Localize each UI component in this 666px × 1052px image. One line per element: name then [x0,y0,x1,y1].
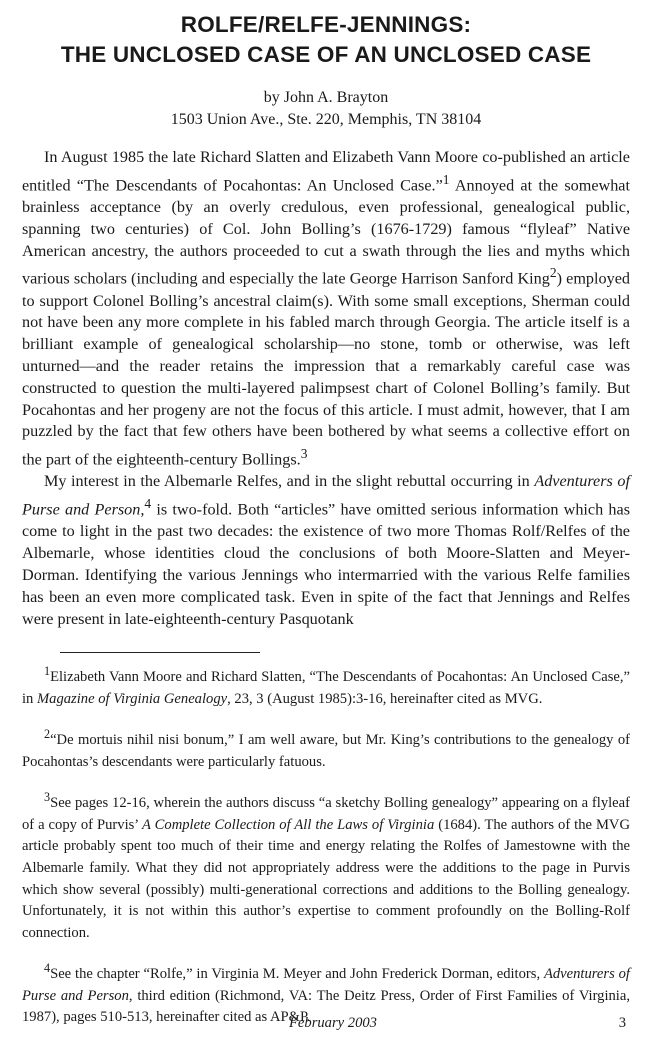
footnote-3 [22,787,630,944]
footnote-text: , 23, 3 (August 1985):3-16, hereinafter cited as MVG. [227,690,543,707]
footnote-ref: 3 [300,446,308,462]
italic-title: A Complete Collection of All the Laws of Virginia [142,816,435,833]
article-title [22,0,630,70]
paragraph-text: ) employed to support Colonel Bolling’s ancestral claim(s). With some small exceptions, Sherman could not have been any more complete in his fabled march through Georgia. The article itself is a brilliant example of genealogical scholarship—no stone, tomb or otherwise, was left unturned—and the reader retains the impression that a remarkably careful case was constructed to question the multi-layered palimpsest chart of Colonel Bolling’s family. But Pocahontas and her progeny are not the focus of this article. I must admit, however, that I am puzzled by the fact that few others have been bothered by what seems a collective effort on the part of the eighteenth-century Bollings. [22,269,630,469]
footnote-text: (1684). The authors of the MVG article probably spent too much of their time and energy relating the Rolfes of Jamestowne with the Albemarle family. What they did not appropriately address were the additions to the page in Purvis which show several (possibly) multi-generational corrections and additions to the Bolling genealogy. Unfortunately, it is not within this author’s expertise to comment profoundly on the Bolling-Rolf connection. [22,816,630,941]
footnote-divider [60,652,260,653]
footnote-ref: 2 [549,265,557,281]
page-number: 3 [618,1015,626,1031]
paragraph-text: is two-fold. Both “articles” have omitted serious information which has come to light in the past two decades: the existence of two more Thomas Rolf/Relfes of the Albemarle, whose identities cloud the conclusions of both Moore-Slatten and Meyer-Dorman. Identifying the various Jennings who intermarried with the various Relfe families has been an even more complicated task. Even in spite of the fact that Jennings and Relfes were present in late-eighteenth-century Pasquotank [22,500,630,628]
italic-title: Adventurers of Purse and Person [22,966,630,1004]
footnotes [22,661,630,1029]
paragraph-text: In August 1985 the late Richard Slatten and Elizabeth Vann Moore co-published an article entitled “The Descendants of Pocahontas: An Unclosed Case.” [22,148,630,195]
footnote-text: , third edition (Richmond, VA: The Deitz Press, Order of First Families of Virginia, 1987), pages 510-513, hereinafter cited as AP&P. [22,987,630,1026]
footnote-text: “De mortuis nihil nisi bonum,” I am well aware, but Mr. King’s contributions to the genealogy of Pocahontas’s descendants were particularly fatuous. [22,732,630,770]
title-line-1: ROLFE/RELFE-JENNINGS: [180,12,472,37]
footer-date: February 2003 [289,1015,377,1031]
footnote-number: 2 [44,727,51,742]
footnote-ref: 1 [442,171,450,187]
author: by John A. Brayton [263,89,389,106]
paragraph-text: Annoyed at the somewhat brainless acceptance (by an overly credulous, even professional, genealogical public, spanning two centuries) of Col. John Bolling’s (1676-1729) famous “flyleaf” Native American ancestry, the authors proceeded to cut a swath through the lies and myths which various scholars (including and especially the late George Harrison Sanford King [22,176,630,288]
italic-title: Adventurers of Purse and Person, [22,472,630,519]
footnote-text: See pages 12-16, wherein the authors discuss “a sketchy Bolling genealogy” appearing on a flyleaf of a copy of Purvis’ [22,795,630,833]
footnote-2 [22,724,630,773]
footnote-number: 3 [44,790,51,805]
italic-title: Magazine of Virginia Genealogy [37,690,228,707]
author-address: 1503 Union Ave., Ste. 220, Memphis, TN 38104 [170,111,482,128]
footnote-number: 1 [44,664,51,679]
footnote-text: Elizabeth Vann Moore and Richard Slatten, “The Descendants of Pocahontas: An Unclosed Case,” in [22,669,630,707]
article-body [22,147,630,630]
paragraph-1 [22,147,630,471]
footnote-ref: 4 [144,496,152,512]
title-line-2: THE UNCLOSED CASE OF AN UNCLOSED CASE [60,42,592,67]
paragraph-text: My interest in the Albemarle Relfes, and in the slight rebuttal occurring in [44,472,535,491]
footnote-1 [22,661,630,710]
byline [22,87,630,131]
footnote-text: See the chapter “Rolfe,” in Virginia M. Meyer and John Frederick Dorman, editors, [50,966,544,983]
paragraph-2 [22,471,630,630]
footnote-number: 4 [44,961,51,976]
